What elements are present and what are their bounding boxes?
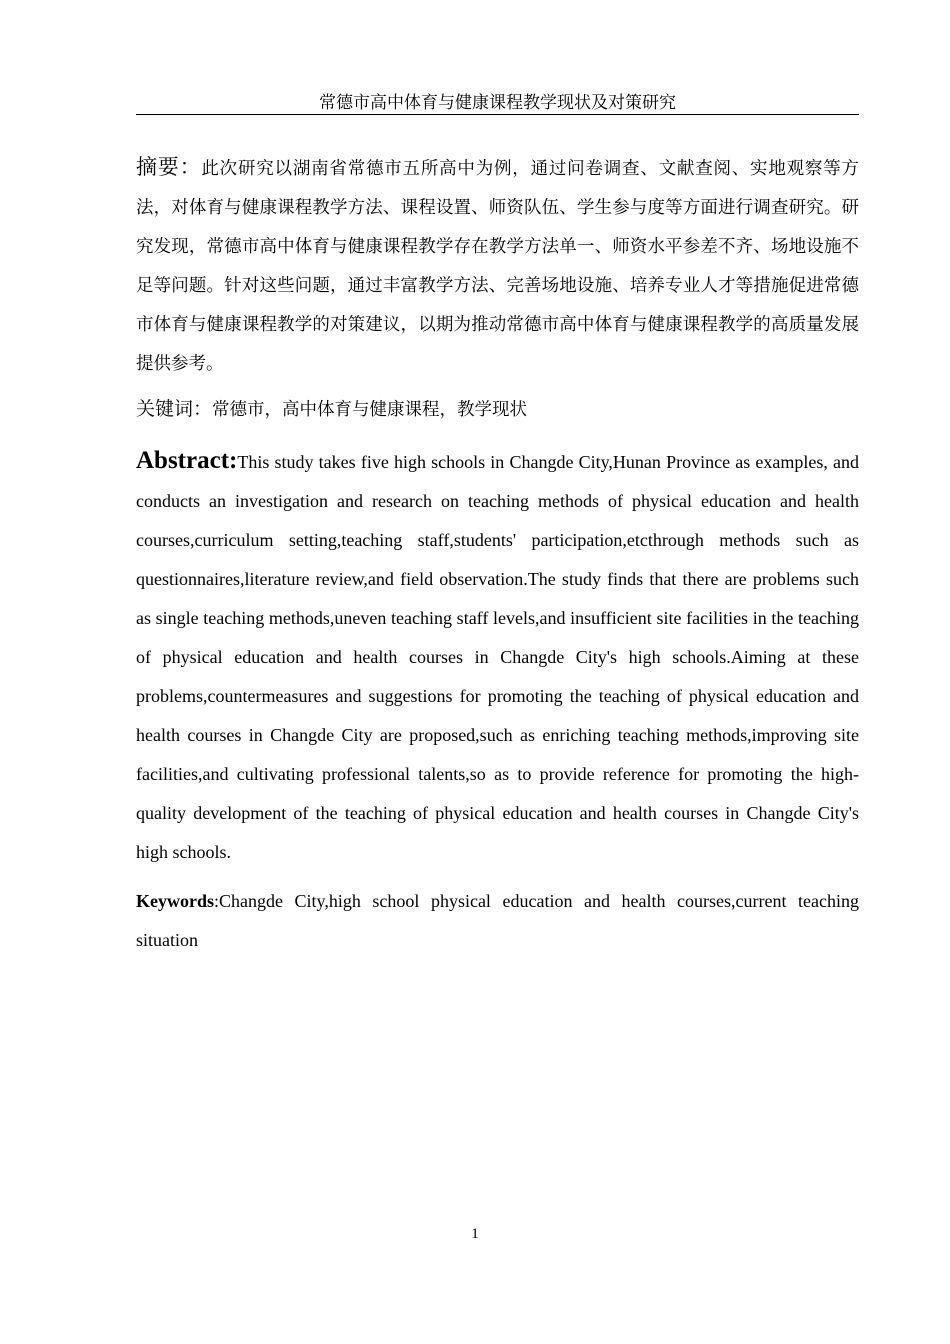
english-keywords	[136, 882, 859, 960]
running-header: 常德市高中体育与健康课程教学现状及对策研究	[136, 92, 859, 115]
chinese-abstract-label: 摘要：	[136, 155, 202, 179]
chinese-keywords	[136, 393, 859, 426]
page-number: 1	[471, 1226, 479, 1242]
english-keywords-text: Changde City,high school physical education and health courses,current teaching situation	[136, 891, 859, 950]
english-abstract-text: This study takes five high schools in Changde City,Hunan Province as examples, and conducts an investigation and research on teaching methods of physical education and health courses,curriculum setting,teaching staff,students' participation,etcthrough methods such as questionnaires,literature review,and field observation.The study finds that there are problems such as single teaching methods,uneven teaching staff levels,and insufficient site facilities in the teaching of physical education and health courses in Changde City's high schools.Aiming at these problems,countermeasures and suggestions for promoting the teaching of physical education and health courses in Changde City are proposed,such as enriching teaching methods,improving site facilities,and cultivating professional talents,so as to provide reference for promoting the high-quality development of the teaching of physical education and health courses in Changde City's high schools.	[136, 452, 859, 862]
english-abstract	[136, 441, 859, 872]
chinese-keywords-label: 关键词：	[136, 398, 213, 420]
chinese-abstract-text: 此次研究以湖南省常德市五所高中为例，通过问卷调查、文献查阅、实地观察等方法，对体育与健康课程教学方法、课程设置、师资队伍、学生参与度等方面进行调查研究。研究发现，常德市高中体育与健康课程教学存在教学方法单一、师资水平参差不齐、场地设施不足等问题。针对这些问题，通过丰富教学方法、完善场地设施、培养专业人才等措施促进常德市体育与健康课程教学的对策建议，以期为推动常德市高中体育与健康课程教学的高质量发展提供参考。	[136, 159, 860, 374]
english-abstract-label: Abstract:	[136, 447, 238, 474]
english-keywords-label: Keywords	[136, 891, 214, 911]
english-keywords-separator: :	[214, 891, 220, 911]
chinese-keywords-text: 常德市，高中体育与健康课程，教学现状	[212, 400, 528, 420]
chinese-abstract	[136, 148, 859, 384]
